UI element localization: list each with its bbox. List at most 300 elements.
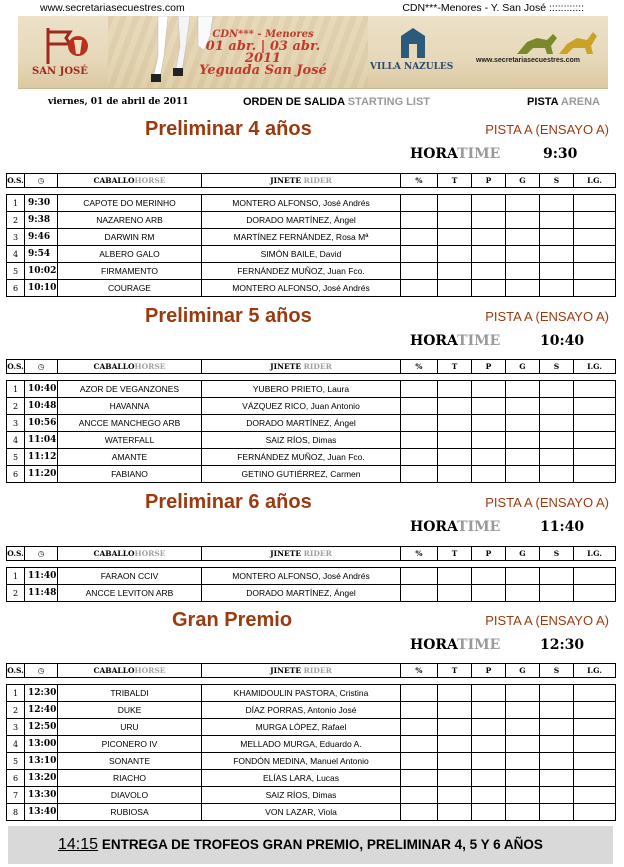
s-cell [540,212,574,229]
table-row [7,381,616,398]
col-t: T [438,360,472,374]
p-cell [472,229,506,246]
p-cell [472,685,506,702]
table-row [7,702,616,719]
time-cell: 9:54 [25,246,58,263]
rider-cell: DORADO MARTÍNEZ, Ángel [202,415,401,432]
s-cell [540,432,574,449]
cdn-line2: 01 abr. | 03 abr. 2011 [205,39,321,66]
rider-cell: FERNÁNDEZ MUÑOZ, Juan Fco. [202,263,401,280]
ig-cell [574,415,616,432]
rider-label: RIDER [303,362,332,371]
ig-cell [574,568,616,585]
section-title: Preliminar 6 años [145,491,312,513]
g-cell [506,246,540,263]
table-header-row [7,547,616,561]
s-cell [540,381,574,398]
s-cell [540,415,574,432]
p-cell [472,212,506,229]
t-cell [438,263,472,280]
table-row [7,787,616,804]
rider-cell: SAIZ RÍOS, Dimas [202,787,401,804]
table-row [7,398,616,415]
col-t: T [438,547,472,561]
s-cell [540,568,574,585]
section-preliminar-6 [0,491,624,551]
horse-cell: URU [58,719,202,736]
order-cell: 2 [7,585,25,602]
g-cell [506,263,540,280]
order-cell: 2 [7,212,25,229]
section-pista: PISTA A (ENSAYO A) [485,122,609,137]
rider-cell: SAIZ RÍOS, Dimas [202,432,401,449]
p-cell [472,753,506,770]
s-cell [540,719,574,736]
col-caballo [58,360,202,374]
table-row [7,195,616,212]
col-ig: I.G. [574,174,616,188]
time-cell: 10:48 [25,398,58,415]
t-cell [438,770,472,787]
time-cell: 10:56 [25,415,58,432]
villa-nazules-logo-icon [398,26,428,60]
horse-cell: PICONERO IV [58,736,202,753]
time-cell: 13:00 [25,736,58,753]
table-row [7,263,616,280]
col-t: T [438,174,472,188]
col-s: S [540,360,574,374]
clock-icon: ◷ [25,547,58,561]
g-cell [506,685,540,702]
horse-cell: WATERFALL [58,432,202,449]
ig-cell [574,685,616,702]
pct-cell [401,212,438,229]
col-g: G [506,360,540,374]
arena-text: ARENA [560,96,600,108]
rider-cell: VÁZQUEZ RICO, Juan Antonio [202,398,401,415]
ig-cell [574,753,616,770]
col-os: O.S. [7,174,25,188]
table-preliminar-6 [6,546,616,602]
t-cell [438,432,472,449]
ig-cell [574,804,616,821]
rider-label: RIDER [303,666,332,675]
t-cell [438,246,472,263]
order-cell: 2 [7,398,25,415]
ig-cell [574,466,616,483]
table-preliminar-5 [6,359,616,483]
section-start-time: 9:30 [543,146,578,162]
ig-cell [574,585,616,602]
order-cell: 4 [7,246,25,263]
order-cell: 2 [7,702,25,719]
t-cell [438,753,472,770]
g-cell [506,229,540,246]
time-cell: 11:12 [25,449,58,466]
section-title: Preliminar 5 años [145,305,312,327]
g-cell [506,381,540,398]
cdn-line3: Yeguada San José [199,63,327,78]
g-cell [506,804,540,821]
awards-time: 14:15 [58,836,99,853]
table-row [7,432,616,449]
t-cell [438,702,472,719]
awards-description: ENTREGA DE TROFEOS GRAN PREMIO, PRELIMINAR 4, 5 Y 6 AÑOS [101,837,543,852]
clock-icon: ◷ [25,360,58,374]
horse-label: HORSE [134,549,166,558]
p-cell [472,381,506,398]
s-cell [540,246,574,263]
horse-cell: ANCCE LEVITON ARB [58,585,202,602]
hora-label: HORA [410,333,458,349]
order-cell: 3 [7,719,25,736]
table-row [7,753,616,770]
table-row [7,280,616,297]
horse-cell: DIAVOLO [58,787,202,804]
rider-cell: MARTÍNEZ FERNÁNDEZ, Rosa Mª [202,229,401,246]
col-p: P [472,360,506,374]
p-cell [472,787,506,804]
pct-cell [401,195,438,212]
col-jinete [202,547,401,561]
order-cell: 8 [7,804,25,821]
rider-cell: YUBERO PRIETO, Laura [202,381,401,398]
hora-time-label [410,146,500,162]
website-text: www.secretariasecuestres.com [40,2,185,14]
pct-cell [401,568,438,585]
col-jinete [202,174,401,188]
pct-cell [401,229,438,246]
top-header-line [40,2,584,16]
time-cell: 13:20 [25,770,58,787]
riders-silhouette-icon [513,24,601,58]
order-cell: 3 [7,415,25,432]
section-title: Preliminar 4 años [145,118,312,140]
col-p: P [472,547,506,561]
rider-cell: FONDÓN MEDINA, Manuel Antonio [202,753,401,770]
hora-label: HORA [410,519,458,535]
g-cell [506,568,540,585]
order-cell: 4 [7,432,25,449]
san-jose-logo-text: SAN JOSÉ [32,66,88,77]
pct-cell [401,719,438,736]
p-cell [472,466,506,483]
p-cell [472,568,506,585]
pct-cell [401,585,438,602]
rider-cell: DÍAZ PORRAS, Antonio José [202,702,401,719]
horse-cell: FIRMAMENTO [58,263,202,280]
t-cell [438,449,472,466]
t-cell [438,804,472,821]
col-ig: I.G. [574,664,616,678]
table-row [7,212,616,229]
rider-label: RIDER [303,176,332,185]
horse-cell: ANCCE MANCHEGO ARB [58,415,202,432]
p-cell [472,246,506,263]
caballo-label: CABALLO [93,549,135,558]
table-preliminar-4 [6,173,616,297]
table-header-row [7,664,616,678]
t-cell [438,415,472,432]
t-cell [438,195,472,212]
g-cell [506,736,540,753]
ig-cell [574,246,616,263]
col-t: T [438,664,472,678]
pct-cell [401,753,438,770]
g-cell [506,212,540,229]
t-cell [438,280,472,297]
horse-label: HORSE [134,666,166,675]
horse-label: HORSE [134,176,166,185]
time-cell: 12:40 [25,702,58,719]
order-cell: 1 [7,685,25,702]
horse-cell: NAZARENO ARB [58,212,202,229]
col-pct: % [401,664,438,678]
g-cell [506,449,540,466]
event-line-text: CDN***-Menores - Y. San José :::::::::::: [402,2,584,14]
time-cell: 9:38 [25,212,58,229]
t-cell [438,787,472,804]
horse-cell: HAVANNA [58,398,202,415]
hora-label: HORA [410,146,458,162]
time-cell: 12:50 [25,719,58,736]
rider-cell: MONTERO ALFONSO, José Andrés [202,568,401,585]
order-cell: 1 [7,381,25,398]
pista-arena-label [527,96,600,108]
g-cell [506,770,540,787]
hora-time-label [410,519,500,535]
pct-cell [401,804,438,821]
order-cell: 7 [7,787,25,804]
event-banner [18,16,608,89]
horse-cell: AZOR DE VEGANZONES [58,381,202,398]
t-cell [438,212,472,229]
villa-nazules-logo-text: VILLA NAZULES [370,62,454,72]
ig-cell [574,432,616,449]
info-line [48,96,600,110]
caballo-label: CABALLO [93,362,135,371]
p-cell [472,449,506,466]
time-cell: 10:02 [25,263,58,280]
section-gran-premio [0,609,624,669]
s-cell [540,804,574,821]
jinete-label: JINETE [270,666,302,675]
cdn-line1: CDN*** - Menores [212,29,314,40]
time-cell: 10:40 [25,381,58,398]
order-cell: 5 [7,753,25,770]
section-start-time: 10:40 [540,333,585,349]
col-pct: % [401,174,438,188]
rider-label: RIDER [303,549,332,558]
s-cell [540,753,574,770]
rider-cell: MONTERO ALFONSO, José Andrés [202,195,401,212]
table-row [7,585,616,602]
g-cell [506,585,540,602]
g-cell [506,702,540,719]
order-cell: 1 [7,195,25,212]
pista-text: PISTA [527,96,559,108]
section-start-time: 12:30 [540,637,585,653]
table-row [7,719,616,736]
col-os: O.S. [7,547,25,561]
s-cell [540,195,574,212]
s-cell [540,398,574,415]
table-row [7,229,616,246]
caballo-label: CABALLO [93,176,135,185]
horse-cell: CAPOTE DO MERINHO [58,195,202,212]
t-cell [438,736,472,753]
table-row [7,568,616,585]
order-cell: 4 [7,736,25,753]
s-cell [540,466,574,483]
table-row [7,246,616,263]
t-cell [438,719,472,736]
table-row [7,736,616,753]
horse-cell: FARAON CCIV [58,568,202,585]
section-preliminar-5 [0,305,624,365]
time-label: TIME [457,333,501,349]
ig-cell [574,702,616,719]
g-cell [506,466,540,483]
col-caballo [58,174,202,188]
col-os: O.S. [7,360,25,374]
time-cell: 11:20 [25,466,58,483]
p-cell [472,415,506,432]
col-s: S [540,174,574,188]
order-cell: 5 [7,263,25,280]
order-cell: 6 [7,280,25,297]
clock-icon: ◷ [25,664,58,678]
time-label: TIME [457,519,501,535]
col-jinete [202,664,401,678]
p-cell [472,195,506,212]
horse-label: HORSE [134,362,166,371]
horse-cell: AMANTE [58,449,202,466]
horse-cell: RUBIOSA [58,804,202,821]
col-pct: % [401,360,438,374]
col-g: G [506,174,540,188]
horse-cell: ALBERO GALO [58,246,202,263]
rider-cell: ELÍAS LARA, Lucas [202,770,401,787]
ig-cell [574,229,616,246]
rider-cell: VON LAZAR, Viola [202,804,401,821]
time-cell: 11:04 [25,432,58,449]
ig-cell [574,381,616,398]
t-cell [438,398,472,415]
ig-cell [574,787,616,804]
t-cell [438,568,472,585]
pct-cell [401,770,438,787]
time-cell: 11:40 [25,568,58,585]
rider-cell: DORADO MARTÍNEZ, Ángel [202,585,401,602]
col-s: S [540,547,574,561]
p-cell [472,770,506,787]
col-s: S [540,664,574,678]
horse-cell: RIACHO [58,770,202,787]
col-jinete [202,360,401,374]
p-cell [472,736,506,753]
pct-cell [401,432,438,449]
orden-de-salida-title [243,96,430,108]
rider-cell: MONTERO ALFONSO, José Andrés [202,280,401,297]
time-label: TIME [457,637,501,653]
pct-cell [401,702,438,719]
pct-cell [401,263,438,280]
s-cell [540,585,574,602]
table-row [7,770,616,787]
horse-cell: TRIBALDI [58,685,202,702]
order-cell: 3 [7,229,25,246]
section-pista: PISTA A (ENSAYO A) [485,495,609,510]
ig-cell [574,280,616,297]
ig-cell [574,212,616,229]
g-cell [506,753,540,770]
section-preliminar-4 [0,118,624,178]
date-text: viernes, 01 de abril de 2011 [48,97,189,107]
hora-time-label [410,637,500,653]
s-cell [540,736,574,753]
hora-time-label [410,333,500,349]
col-p: P [472,664,506,678]
time-cell: 11:48 [25,585,58,602]
col-g: G [506,547,540,561]
pct-cell [401,381,438,398]
ig-cell [574,449,616,466]
g-cell [506,398,540,415]
g-cell [506,787,540,804]
t-cell [438,229,472,246]
table-row [7,415,616,432]
table-row [7,449,616,466]
p-cell [472,280,506,297]
rider-cell: FERNÁNDEZ MUÑOZ, Juan Fco. [202,449,401,466]
g-cell [506,280,540,297]
s-cell [540,702,574,719]
awards-footer [8,826,613,864]
p-cell [472,398,506,415]
rider-cell: GETINO GUTIÉRREZ, Carmen [202,466,401,483]
col-p: P [472,174,506,188]
rider-cell: SIMÓN BAILE, David [202,246,401,263]
san-jose-logo-icon [40,24,90,66]
pct-cell [401,787,438,804]
rider-cell: MELLADO MURGA, Eduardo A. [202,736,401,753]
col-caballo [58,547,202,561]
table-row [7,804,616,821]
t-cell [438,585,472,602]
section-start-time: 11:40 [540,519,585,535]
time-cell: 13:40 [25,804,58,821]
g-cell [506,415,540,432]
time-cell: 13:30 [25,787,58,804]
s-cell [540,229,574,246]
t-cell [438,466,472,483]
pct-cell [401,246,438,263]
horse-cell: COURAGE [58,280,202,297]
col-caballo [58,664,202,678]
p-cell [472,702,506,719]
table-gran-premio [6,663,616,821]
g-cell [506,195,540,212]
pct-cell [401,466,438,483]
g-cell [506,432,540,449]
pct-cell [401,449,438,466]
g-cell [506,719,540,736]
jinete-label: JINETE [270,549,302,558]
col-os: O.S. [7,664,25,678]
s-cell [540,263,574,280]
t-cell [438,381,472,398]
